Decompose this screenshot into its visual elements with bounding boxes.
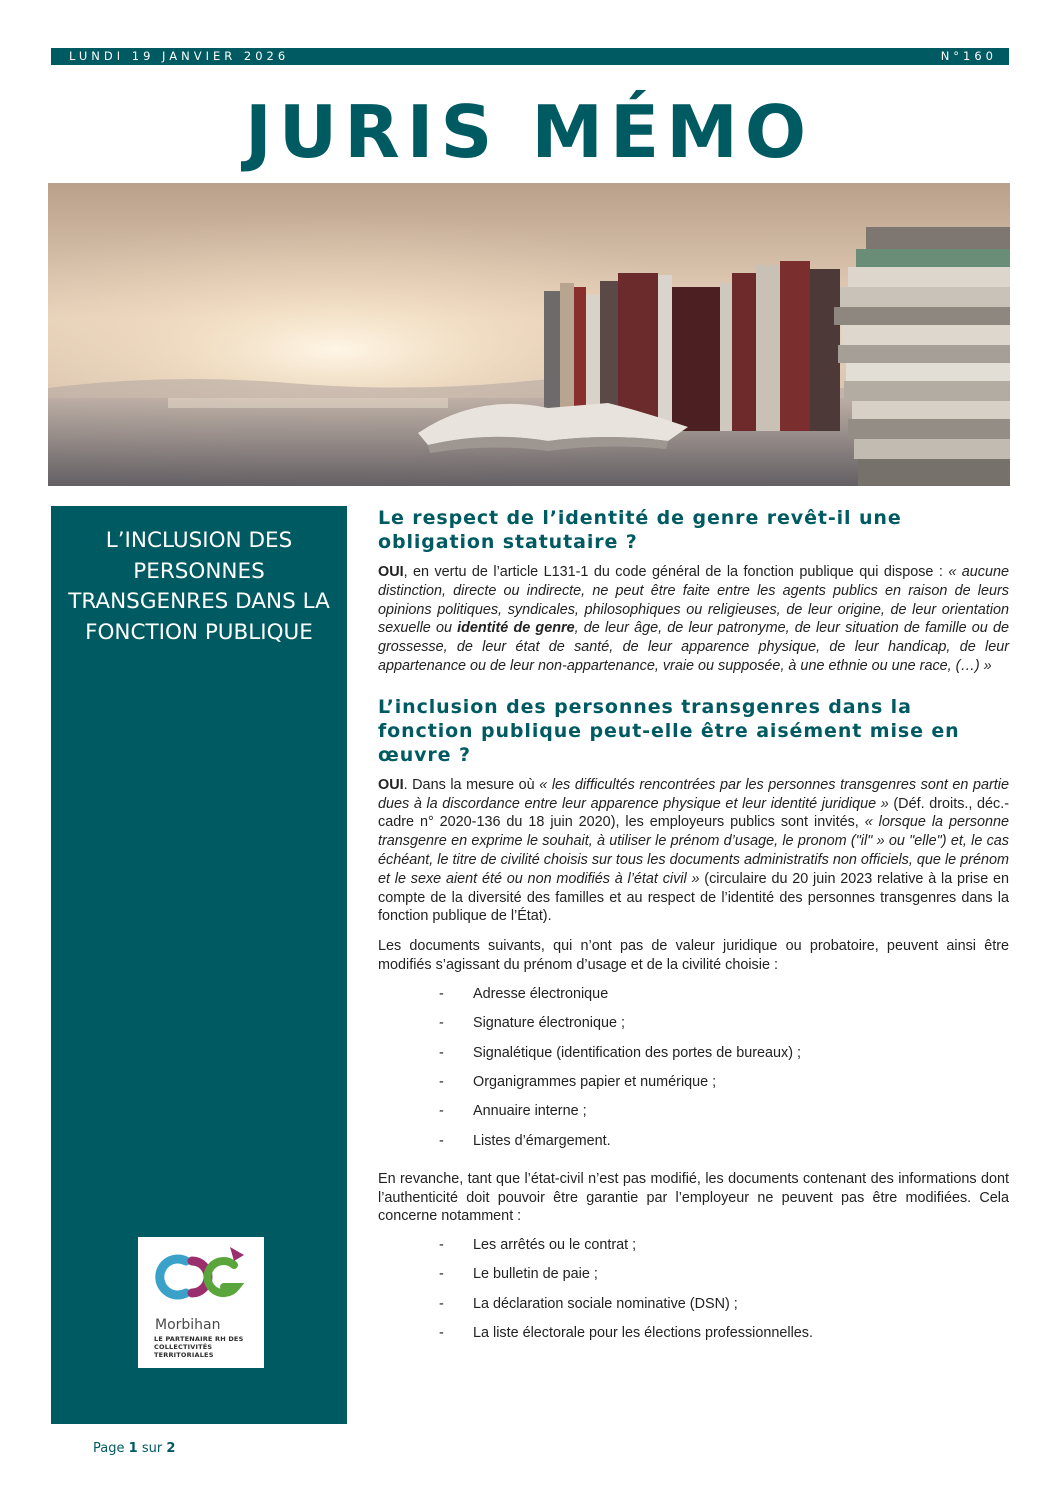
question-2-title: L’inclusion des personnes transgenres dans la fonction publique peut-elle être aisément mise en œuvre ? [378, 695, 960, 766]
answer-1-quote-a: « aucune distinction, directe ou indirecte, ne peut être faite entre les agents publics en raison de leurs opinions politiques, syndicales, philosophiques ou religieuses, de leur origine, de leur orientation sexuelle ou [378, 564, 1009, 637]
issue-date: LUNDI 19 JANVIER 2026 [69, 49, 290, 63]
list-item: - Adresse électronique [439, 985, 609, 1002]
list-item: - Organigrammes papier et numérique ; [439, 1073, 717, 1090]
logo-tagline: LE PARTENAIRE RH DES COLLECTIVITÉS TERRITORIALES [154, 1335, 244, 1359]
page-footer [93, 1441, 175, 1456]
list-item: - Signature électronique ; [439, 1015, 626, 1032]
question-1-title: Le respect de l’identité de genre revêt-il une obligation statutaire ? [378, 507, 902, 553]
issue-number: N°160 [940, 49, 997, 63]
list-item: - Listes d’émargement. [439, 1132, 611, 1149]
list-item: - Signalétique (identification des portes de bureaux) ; [439, 1044, 801, 1061]
answer-1-quote-b: , de leur âge, de leur patronyme, de leur situation de famille ou de grossesse, de leur état de santé, de leur apparence physique, de leur handicap, de leur appartenance ou de leur non-appartenance, vraie ou supposée, à une ethnie ou une race, (…) » [378, 620, 1009, 674]
answer-2-quote-a: « les difficultés rencontrées par les personnes transgenres sont en partie dues à la discordance entre leur apparence physique et leur identité juridique » [378, 776, 1009, 812]
list-item: - Les arrêtés ou le contrat ; [439, 1237, 637, 1254]
documents-intro: Les documents suivants, qui n’ont pas de valeur juridique ou probatoire, peuvent ainsi être modifiés s’agissant du prénom d’usage et de la civilité choisie : [378, 938, 1009, 973]
modifiable-documents-list [378, 985, 1009, 1150]
list-item: - Annuaire interne ; [439, 1103, 587, 1120]
footer-page-word: Page [93, 1441, 125, 1456]
masthead-title: JURIS MÉMO [244, 90, 814, 174]
answer-1-intro: , en vertu de l’article L131-1 du code général de la fonction publique qui dispose : [403, 564, 949, 580]
cdg-logo-icon [138, 1237, 264, 1317]
list-item: - La déclaration sociale nominative (DSN) ; [439, 1295, 738, 1312]
answer-2-text-c: (circulaire du 20 juin 2023 relative à la prise en compte de la diversité des familles et au respect de l’identité des personnes transgenres dans la fonction publique de l’État). [378, 870, 1009, 925]
article-content [378, 506, 1009, 1354]
footer-of-word: sur [141, 1441, 163, 1456]
list-item: - La liste électorale pour les élections professionnelles. [439, 1325, 813, 1342]
sidebar-panel [51, 506, 347, 1424]
footer-page-number: 1 [128, 1441, 138, 1456]
revanche-paragraph: En revanche, tant que l’état-civil n’est pas modifié, les documents contenant des informations dont l’authenticité doit pouvoir être garantie par l’employeur ne peuvent pas être modifiées. Cela concerne notamment : [378, 1170, 1009, 1225]
hero-image [48, 183, 1010, 486]
header-band [51, 48, 1009, 65]
answer-2-quote-b: « lorsque la personne transgenre en exprime le souhait, à utiliser le prénom d’usage, le pronom ("il" » ou "elle") et, le cas échéant, le titre de civilité choisis sur tous les documents administratifs non officiels, que le prénom et le sexe aient été ou non modifiés à l’état civil » [378, 814, 1009, 887]
sidebar-title: L’INCLUSION DES PERSONNES TRANSGENRES DANS LA FONCTION PUBLIQUE [68, 528, 330, 645]
cdg-morbihan-logo [138, 1237, 264, 1368]
answer-2-paragraph [378, 776, 1009, 926]
answer-2-text-b: (Déf. droits., déc.-cadre n° 2020-136 du 18 juin 2020), les employeurs publics sont invités, [378, 795, 1010, 831]
logo-wordmark: Morbihan [155, 1317, 221, 1333]
answer-2-oui: OUI [378, 776, 404, 793]
answer-1-oui: OUI [378, 564, 404, 580]
list-item: - Le bulletin de paie ; [439, 1266, 598, 1283]
books-illustration [48, 183, 1010, 486]
footer-page-total: 2 [166, 1441, 176, 1456]
official-documents-list [378, 1236, 1009, 1342]
answer-1-paragraph [378, 563, 1009, 676]
answer-2-text-a: . Dans la mesure où [403, 776, 540, 793]
answer-1-quote-bold: identité de genre [457, 620, 575, 637]
